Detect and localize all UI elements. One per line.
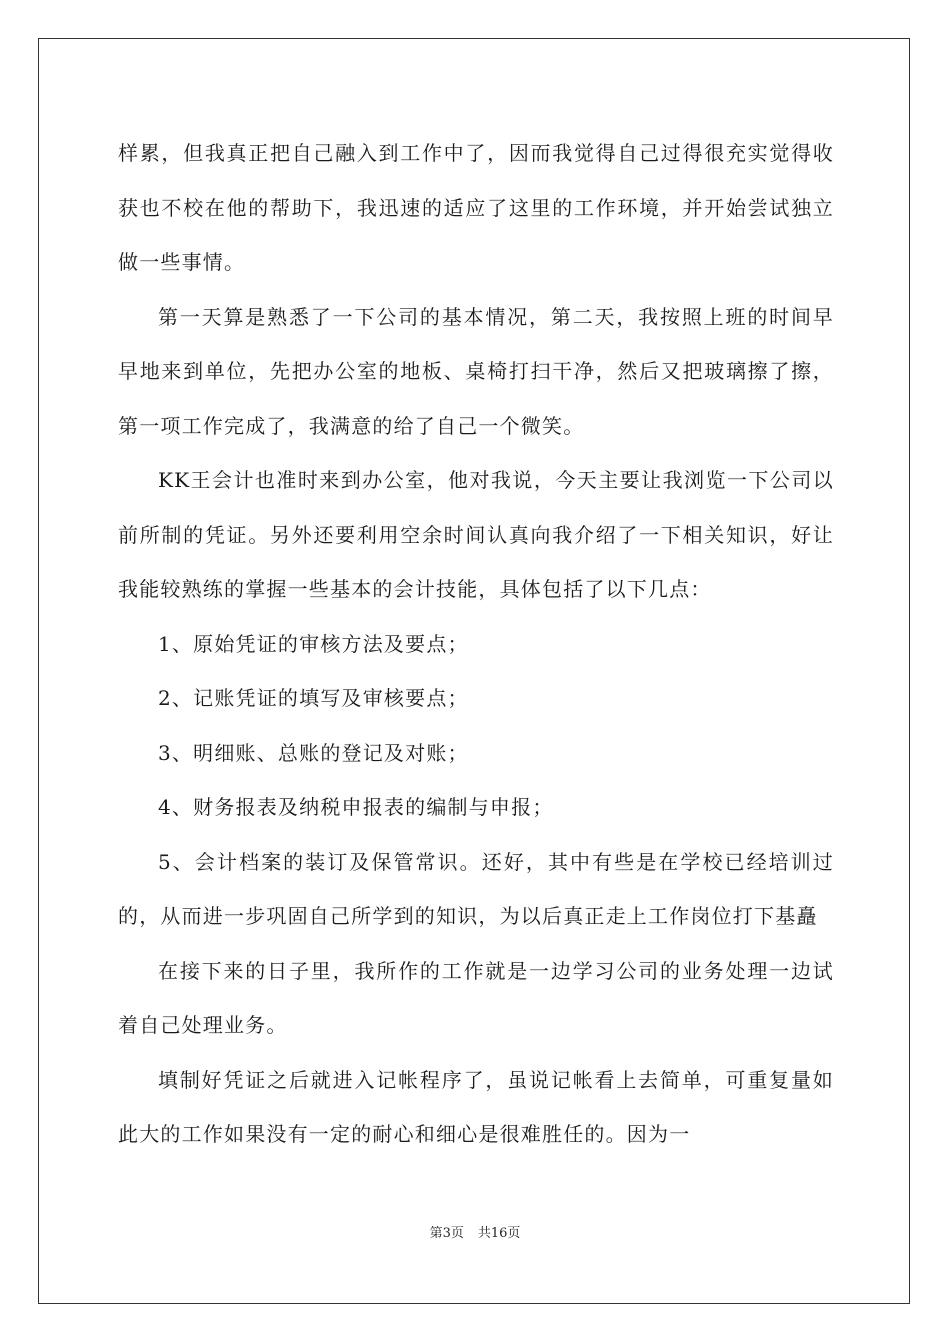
- document-body: [118, 126, 834, 1162]
- list-item: 4、财务报表及纳税申报表的编制与申报；: [158, 795, 554, 819]
- page-footer: [0, 1222, 950, 1241]
- list-item: 1、原始凭证的审核方法及要点；: [158, 631, 469, 656]
- paragraph: 在接下来的日子里，我所作的工作就是一边学习公司的业务处理一边试着自己处理业务。: [118, 958, 834, 1037]
- page-total: 共16页: [477, 1226, 521, 1241]
- paragraph: 样累，但我真正把自己融入到工作中了，因而我觉得自己过得很充实觉得收获也不校在他的帮助下，我迅速的适应了这里的工作环境，并开始尝试独立做一些事情。: [118, 141, 834, 274]
- list-item: 3、明细账、总账的登记及对账；: [158, 740, 469, 765]
- paragraph: KK王会计也准时来到办公室，他对我说，今天主要让我浏览一下公司以前所制的凭证。另外还要利用空余时间认真向我介绍了一下相关知识，好让我能较熟练的掌握一些基本的会计技能，具体包括了以下几点：: [118, 468, 834, 601]
- page-number: 第3页: [429, 1226, 464, 1241]
- paragraph: 填制好凭证之后就进入记帐程序了，虽说记帐看上去简单，可重复量如此大的工作如果没有一定的耐心和细心是很难胜任的。因为一: [118, 1067, 834, 1146]
- list-item: 2、记账凭证的填写及审核要点；: [158, 686, 469, 710]
- list-item: 5、会计档案的装订及保管常识。还好，其中有些是在学校已经培训过的，从而进一步巩固自己所学到的知识，为以后真正走上工作岗位打下基矗: [118, 849, 834, 928]
- paragraph: 第一天算是熟悉了一下公司的基本情况，第二天，我按照上班的时间早早地来到单位，先把办公室的地板、桌椅打扫干净，然后又把玻璃擦了擦，第一项工作完成了，我满意的给了自己一个微笑。: [118, 304, 834, 438]
